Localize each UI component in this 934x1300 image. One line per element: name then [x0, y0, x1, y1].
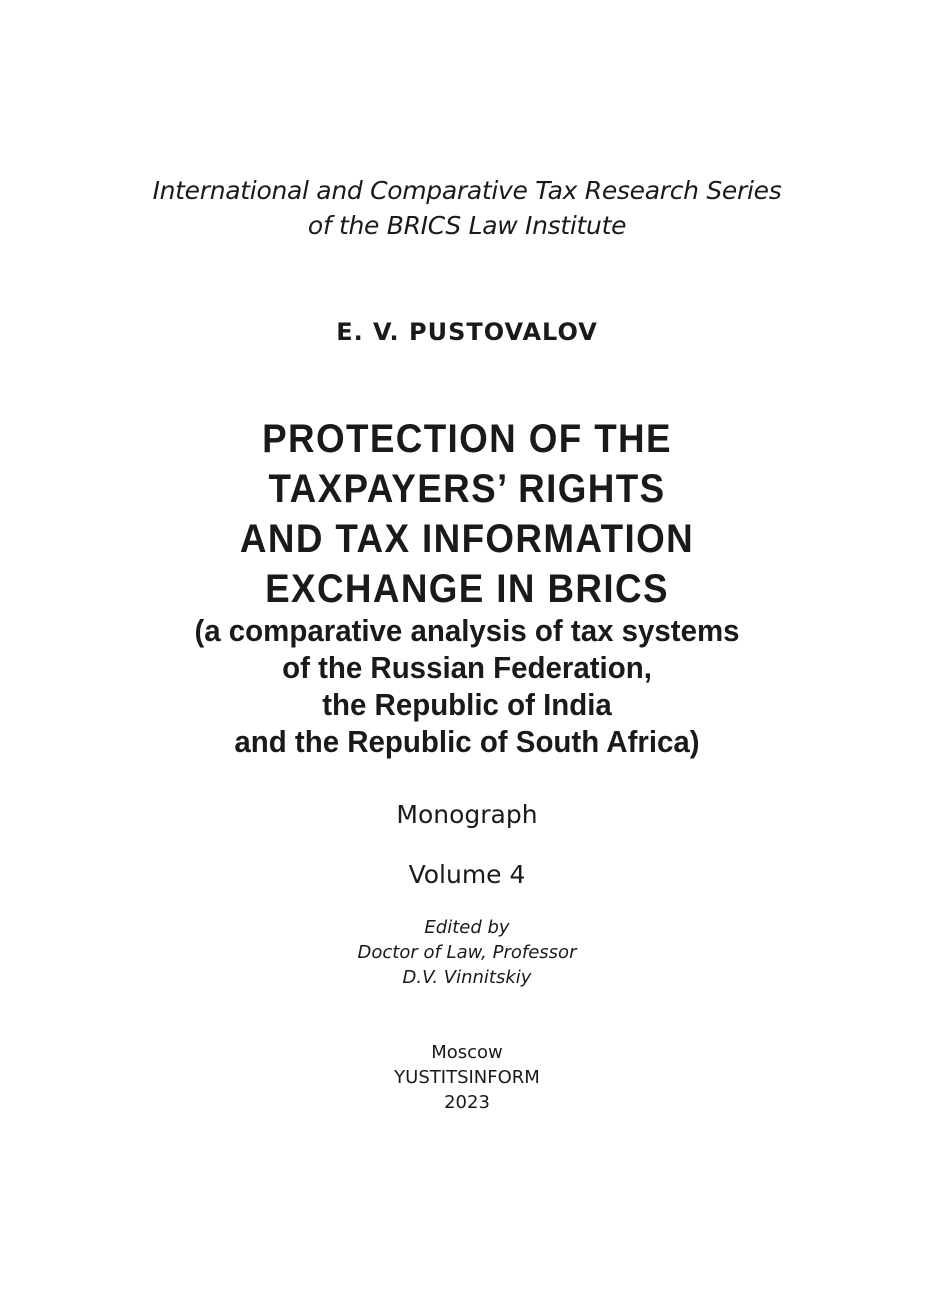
book-subtitle-line-1: (a comparative analysis of tax systems [194, 613, 740, 648]
genre-label: Monograph [396, 800, 538, 829]
book-subtitle-line-4: and the Republic of South Africa) [234, 724, 700, 759]
series-title-line-1: International and Comparative Tax Research Series [152, 176, 782, 205]
book-title-line-1: PROTECTION OF THE [262, 417, 672, 461]
imprint-year: 2023 [444, 1092, 490, 1113]
imprint-city: Moscow [431, 1042, 503, 1063]
editor-label: Edited by [424, 917, 510, 938]
series-title-line-2: of the BRICS Law Institute [307, 211, 627, 240]
author-name: E. V. PUSTOVALOV [336, 318, 598, 346]
book-title-line-4: EXCHANGE IN BRICS [265, 567, 669, 611]
book-title-line-3: AND TAX INFORMATION [239, 517, 695, 561]
book-subtitle-line-3: the Republic of India [322, 687, 612, 722]
editor-degree: Doctor of Law, Professor [357, 942, 577, 963]
book-subtitle-line-2: of the Russian Federation, [282, 650, 652, 685]
volume-label: Volume 4 [408, 860, 526, 889]
imprint-publisher: YUSTITSINFORM [394, 1067, 540, 1088]
editor-name: D.V. Vinnitskiy [402, 967, 532, 988]
book-title-line-2: TAXPAYERS’ RIGHTS [268, 467, 666, 511]
